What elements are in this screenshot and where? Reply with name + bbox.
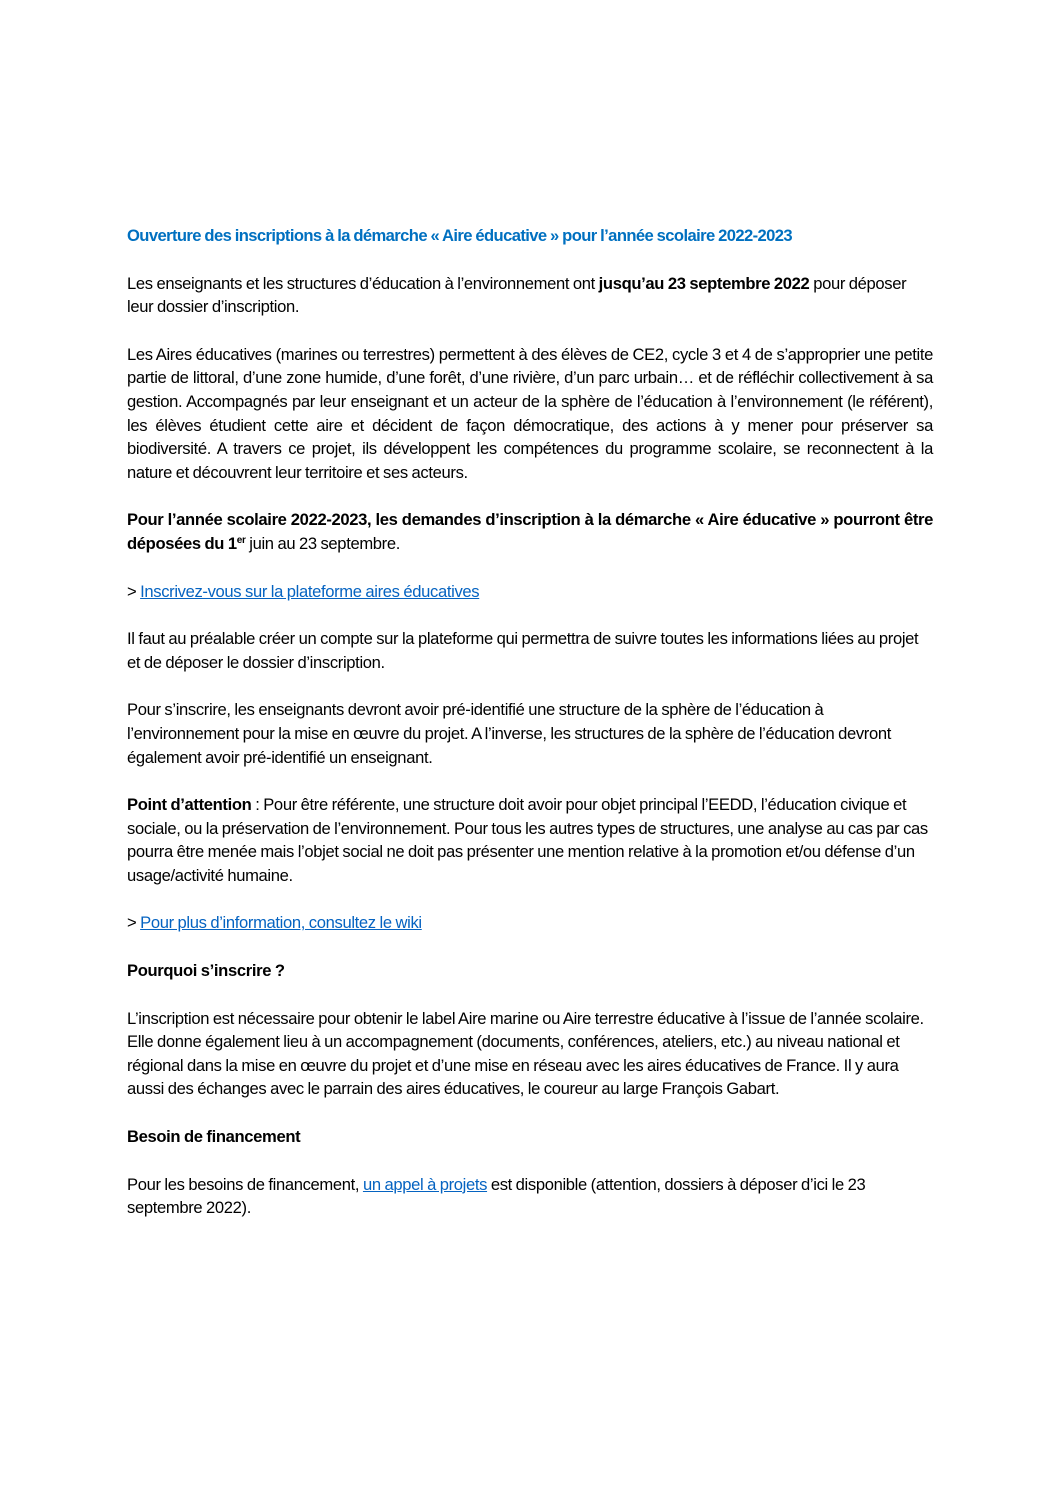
funding-text-after: est disponible (attention, dossiers à déposer d’ici le 23 septembre 2022). [127,1174,866,1218]
description-paragraph: Les Aires éducatives (marines ou terrestres) permettent à des élèves de CE2, cycle 3 et 4 de s’approprier une petite partie de littoral, d’une zone humide, d’une forêt, d’une rivière, d’un parc urbain… et de réfléchir collectivement à sa gestion. Accompagnés par leur enseignant et un acteur de la sphère de l’éducation à l’environnement (le référent), les élèves étudient cette aire et décident de façon démocratique, des actions à y mener pour préserver sa biodiversité. A travers ce projet, ils développent les compétences du programme scolaire, se reconnectent à la nature et découvrent leur territoire et ses acteurs. [127,344,933,482]
intro-text-after: pour déposer leur dossier d’inscription. [127,273,907,317]
why-paragraph-2: Elle donne également lieu à un accompagnement (documents, conférences, ateliers, etc.) au niveau national et régional dans la mise en œuvre du projet et d’une mise en réseau avec les aires éducatives de France. Il y aura aussi des échanges avec le parrain des aires éducatives, le coureur au large François Gabart. [127,1032,900,1099]
attention-text: : Pour être référente, une structure doit avoir pour objet principal l’EEDD, l’éducation civique et sociale, ou la préservation de l’environnement. Pour tous les autres types de structures, une analyse au cas par cas pourra être menée mais l’objet social ne doit pas présenter une mention relative à la promotion et/ou défense d’un usage/activité humaine. [127,795,928,885]
platform-link[interactable]: Inscrivez-vous sur la plateforme aires éducatives [140,581,480,601]
deadline-sup: er [236,534,246,546]
wiki-link-paragraph [127,911,933,935]
why-paragraph-1: L’inscription est nécessaire pour obtenir le label Aire marine ou Aire terrestre éducative à l’issue de l’année scolaire. [127,1008,924,1028]
funding-paragraph [127,1173,933,1220]
link-prefix: > [127,581,141,601]
deadline-paragraph [127,508,933,555]
link-prefix: > [127,913,141,933]
attention-label: Point d’attention [127,795,252,815]
attention-paragraph [127,793,933,887]
deadline-bold: Pour l’année scolaire 2022-2023, les demandes d’inscription à la démarche « Aire éducative » pourront être déposées du 1 [127,510,933,553]
intro-text: Les enseignants et les structures d’éducation à l’environnement ont [127,273,599,293]
prerequisite-paragraph: Pour s’inscrire, les enseignants devront avoir pré-identifié une structure de la sphère de l’éducation à l’environnement pour la mise en œuvre du projet. A l’inverse, les structures de la sphère de l’éducation devront également avoir pré-identifié un enseignant. [127,700,891,767]
document-title: Ouverture des inscriptions à la démarche « Aire éducative » pour l’année scolaire 2022-2023 [127,226,793,245]
intro-paragraph [127,272,933,319]
funding-text: Pour les besoins de financement, [127,1174,363,1194]
deadline-regular: juin au 23 septembre. [245,533,400,553]
wiki-link[interactable]: Pour plus d’information, consultez le wiki [140,913,422,933]
document-page [127,224,933,1244]
why-heading: Pourquoi s’inscrire ? [127,961,285,981]
call-for-projects-link[interactable]: un appel à projets [362,1174,488,1194]
account-note-paragraph: Il faut au préalable créer un compte sur la plateforme qui permettra de suivre toutes les informations liées au projet et de déposer le dossier d’inscription. [127,629,919,672]
intro-deadline: jusqu’au 23 septembre 2022 [598,273,810,293]
funding-heading: Besoin de financement [127,1127,301,1147]
platform-link-paragraph [127,580,933,604]
